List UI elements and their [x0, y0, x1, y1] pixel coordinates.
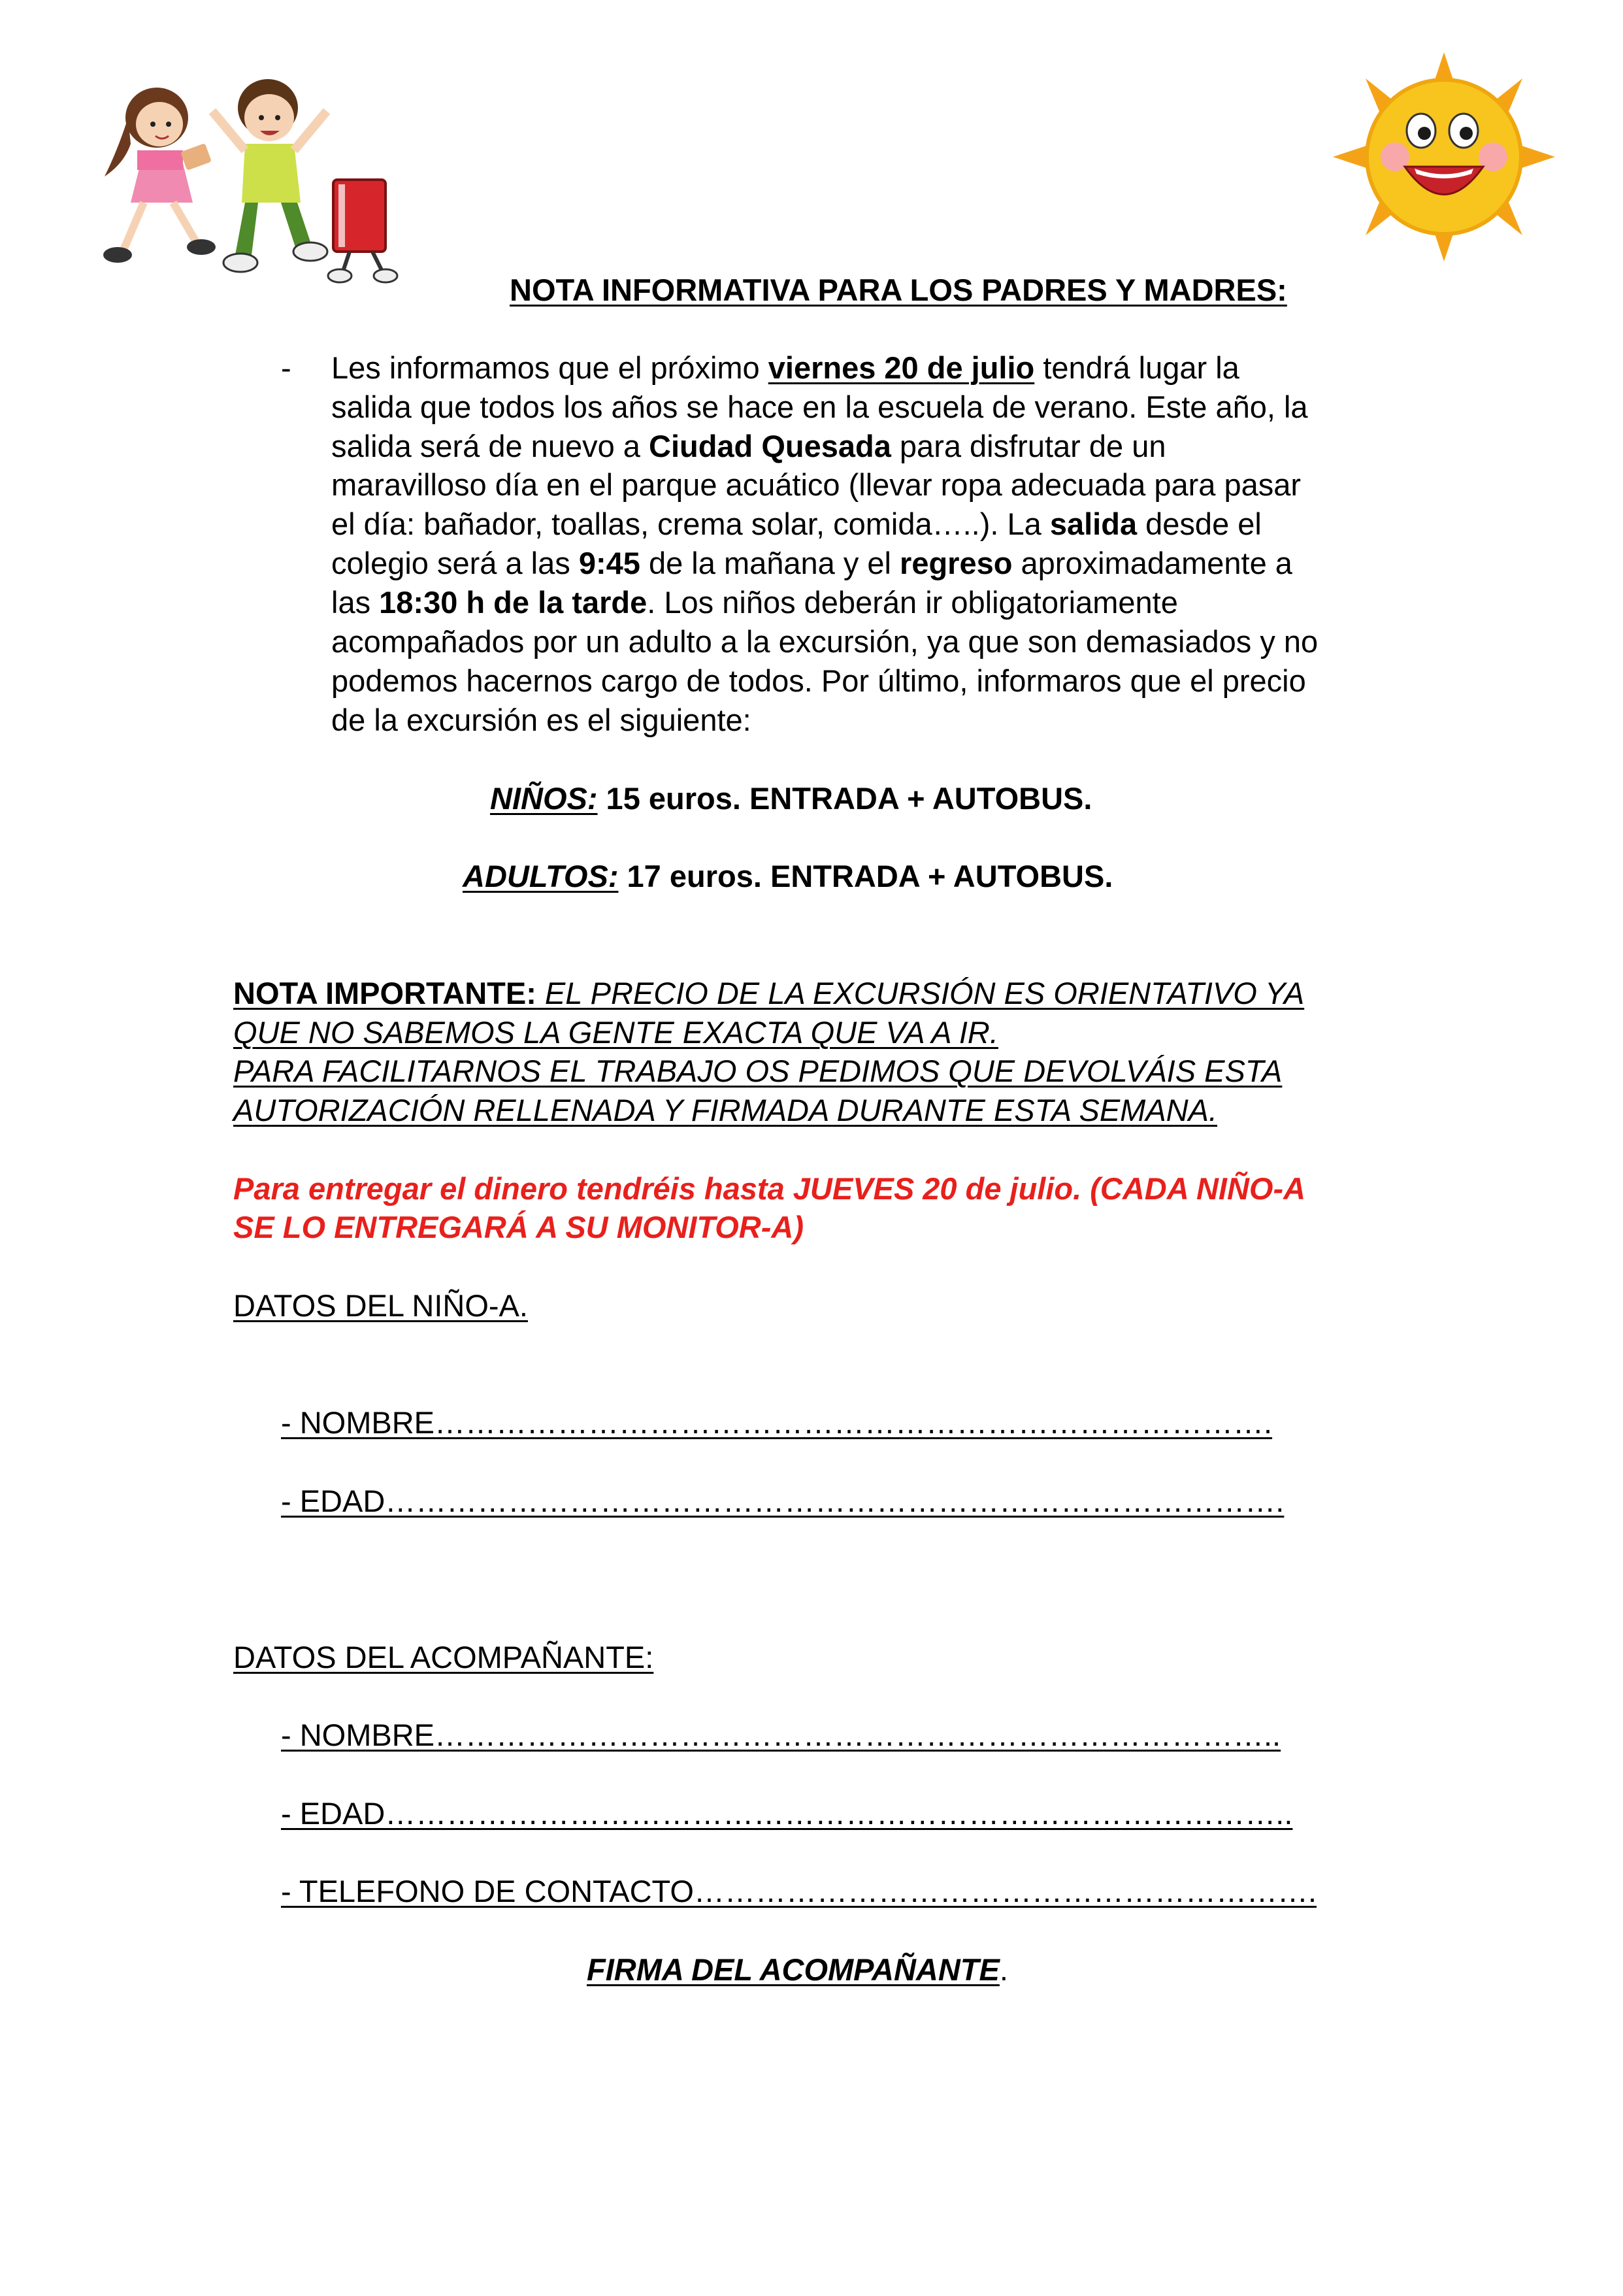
price-children: [490, 779, 1092, 818]
companion-name-field[interactable]: - NOMBRE………………………………………………………………………..: [281, 1718, 1281, 1752]
price-adults-label: ADULTOS:: [463, 859, 619, 893]
important-note-line-3: PARA FACILITARNOS EL TRABAJO OS PEDIMOS QUE DEVOLVÁIS ESTA: [233, 1054, 1283, 1088]
text: colegio será a las: [331, 546, 579, 580]
paragraph-line-7: [331, 583, 1178, 622]
paragraph-line-6: [331, 544, 1292, 583]
important-note-line-1: [233, 974, 1304, 1013]
child-age-field[interactable]: - EDAD…………………………………………………………………………….: [281, 1484, 1285, 1518]
important-note-line-4: AUTORIZACIÓN RELLENADA Y FIRMADA DURANTE ESTA SEMANA.: [233, 1093, 1218, 1127]
signature-label: [587, 1950, 1008, 1989]
paragraph-line-2: salida que todos los años se hace en la escuela de verano. Este año, la: [331, 390, 1308, 424]
important-note-label: NOTA IMPORTANTE:: [233, 976, 536, 1010]
price-children-label: NIÑOS:: [490, 781, 598, 816]
text: las: [331, 585, 380, 620]
paragraph-line-4: maravilloso día en el parque acuático (llevar ropa adecuada para pasar: [331, 467, 1302, 502]
book-figure: [328, 180, 397, 282]
price-adults: [463, 857, 1113, 896]
companion-section-title: DATOS DEL ACOMPAÑANTE:: [233, 1640, 654, 1674]
companion-age-field[interactable]: - EDAD……………………………………………………………………………..: [281, 1796, 1293, 1831]
paragraph-line-5: [331, 505, 1262, 544]
paragraph-bullet: -: [281, 350, 291, 385]
payment-note-line-2: SE LO ENTREGARÁ A SU MONITOR-A): [233, 1210, 804, 1244]
text: tendrá lugar la: [1034, 350, 1239, 385]
sun-illustration: [1333, 52, 1555, 261]
paragraph-line-3: [331, 427, 1166, 466]
paragraph-line-1: [331, 348, 1239, 388]
date-highlight: viernes 20 de julio: [768, 350, 1035, 385]
regreso-highlight: regreso: [900, 546, 1013, 580]
text: el día: bañador, toallas, crema solar, comida…..). La: [331, 507, 1050, 541]
signature-label-text: FIRMA DEL ACOMPAÑANTE: [587, 1952, 1000, 1987]
departure-time: 9:45: [578, 546, 640, 580]
price-adults-value: 17 euros. ENTRADA + AUTOBUS.: [618, 859, 1113, 893]
paragraph-line-9: podemos hacernos cargo de todos. Por último, informaros que el precio: [331, 663, 1306, 698]
paragraph-line-10: de la excursión es el siguiente:: [331, 703, 751, 737]
return-time: 18:30 h de la tarde: [379, 585, 648, 620]
text: Les informamos que el próximo: [331, 350, 768, 385]
text: . Los niños deberán ir obligatoriamente: [647, 585, 1178, 620]
signature-label-dot: .: [999, 1952, 1008, 1987]
child-name-field[interactable]: - NOMBRE……………………………………………………………………….: [281, 1405, 1273, 1440]
text: desde el: [1137, 507, 1262, 541]
text: salida será de nuevo a: [331, 429, 649, 463]
salida-highlight: salida: [1049, 507, 1138, 541]
paragraph-line-8: acompañados por un adulto a la excursión, ya que son demasiados y no: [331, 624, 1319, 659]
text: aproximadamente a: [1012, 546, 1292, 580]
page-title: NOTA INFORMATIVA PARA LOS PADRES Y MADRES:: [510, 273, 1287, 307]
companion-phone-field[interactable]: - TELEFONO DE CONTACTO…………………………………………………….: [281, 1874, 1317, 1908]
child-section-title: DATOS DEL NIÑO-A.: [233, 1288, 528, 1323]
payment-note-line-1: Para entregar el dinero tendréis hasta JUEVES 20 de julio. (CADA NIÑO-A: [233, 1171, 1306, 1206]
important-note-line-2: QUE NO SABEMOS LA GENTE EXACTA QUE VA A IR.: [233, 1015, 998, 1050]
text: para disfrutar de un: [891, 429, 1166, 463]
boy-figure: [212, 79, 327, 272]
text: de la mañana y el: [640, 546, 900, 580]
girl-figure: [103, 88, 216, 263]
important-note-text: EL PRECIO DE LA EXCURSIÓN ES ORIENTATIVO YA: [536, 976, 1305, 1010]
kids-running-illustration: [91, 72, 412, 288]
destination-highlight: Ciudad Quesada: [649, 429, 891, 463]
price-children-value: 15 euros. ENTRADA + AUTOBUS.: [597, 781, 1092, 816]
